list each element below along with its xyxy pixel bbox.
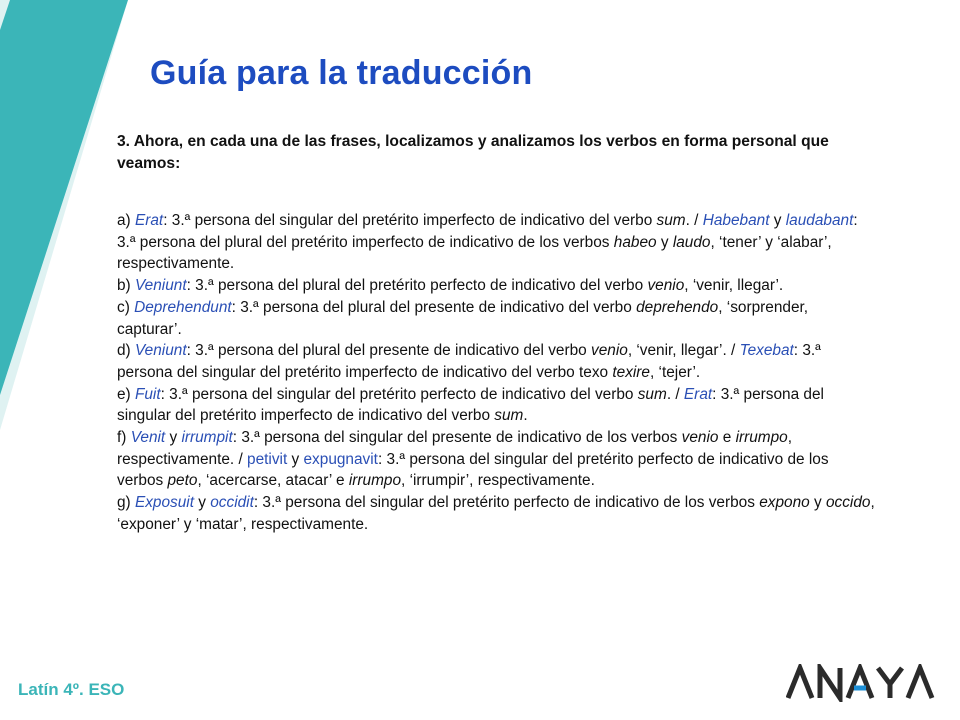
instruction-text: 3. Ahora, en cada una de las frases, localizamos y analizamos los verbos en forma personal que veamos: (117, 133, 829, 172)
latin-verb: Texebat (739, 342, 794, 360)
lemma: expono (759, 494, 810, 512)
answer-item-c (117, 297, 877, 340)
lemma: habeo (613, 233, 657, 251)
answer-item-f (117, 427, 877, 492)
answer-item-a (117, 210, 877, 275)
answer-text: : 3.ª persona del plural del presente de indicativo del verbo (186, 342, 592, 360)
answer-text: : 3.ª persona del singular del pretérito perfecto de indicativo del verbo (160, 385, 638, 403)
latin-verb: petivit (247, 450, 288, 468)
lemma: deprehendo (636, 298, 719, 316)
answer-item-b (117, 275, 877, 297)
lemma: venio (681, 429, 719, 447)
lemma: sum (494, 407, 524, 425)
lemma: venio (647, 277, 685, 295)
anaya-logo-mark (786, 664, 946, 702)
lemma: sum (637, 385, 667, 403)
lemma: sum (656, 212, 686, 229)
answer-text: : 3.ª persona del singular del pretérito imperfecto de indicativo del verbo texo (117, 342, 821, 381)
lemma: laudo (672, 233, 711, 251)
latin-verb: laudabant (785, 212, 854, 229)
latin-verb: Venit (130, 429, 166, 447)
answer-text: , ‘acercarse, atacar’ e (197, 472, 349, 490)
lemma: irrumpo (735, 429, 788, 447)
answer-text: : 3.ª persona del plural del presente de indicativo del verbo (231, 298, 637, 316)
latin-verb: Deprehendunt (134, 298, 232, 316)
answer-text: g) (117, 494, 135, 512)
latin-verb: irrumpit (181, 429, 233, 447)
answer-text: e (718, 429, 736, 447)
answer-text: : 3.ª persona del singular del pretérito perfecto de indicativo de los verbos (253, 494, 760, 512)
answer-text: c) (117, 298, 135, 316)
answer-text: , ‘tejer’. (650, 363, 701, 381)
lemma: irrumpo (348, 472, 402, 490)
page-title: Guía para la traducción (150, 54, 533, 92)
answer-text: . / (685, 212, 703, 229)
answer-text: , ‘venir, llegar’. (684, 277, 784, 295)
answer-text: : 3.ª persona del plural del pretérito perfecto de indicativo del verbo (186, 277, 648, 295)
answer-text: y (769, 212, 786, 229)
answer-text: y (656, 233, 673, 251)
answer-text: : 3.ª persona del singular del pretérito imperfecto de indicativo del verbo (117, 385, 824, 425)
lemma: occido (825, 494, 871, 512)
latin-verb: expugnavit (303, 450, 378, 468)
answer-text: , ‘tener’ y ‘alabar’, respectivamente. (117, 233, 832, 273)
answer-text: e) (117, 385, 135, 403)
answer-text: , ‘exponer’ y ‘matar’, respectivamente. (117, 494, 875, 533)
latin-verb: Erat (134, 212, 164, 229)
answer-text: y (287, 450, 304, 468)
answer-text: d) (117, 342, 135, 360)
lemma: texire (612, 363, 650, 381)
latin-verb: Erat (683, 385, 713, 403)
latin-verb: occidit (210, 494, 254, 512)
anaya-logo (786, 664, 946, 707)
answers-list (117, 210, 877, 536)
answer-text: y (194, 494, 211, 512)
answer-text: y (165, 429, 182, 447)
answer-text: : 3.ª persona del plural del pretérito imperfecto de indicativo de los verbos (117, 212, 858, 251)
answer-text: , ‘irrumpir’, respectivamente. (401, 472, 595, 490)
answer-text: . (523, 407, 528, 425)
answer-text: : 3.ª persona del singular del pretérito perfecto de indicativo de los verbos (117, 450, 829, 490)
answer-item-d (117, 340, 877, 383)
answer-text: , ‘venir, llegar’. / (627, 342, 740, 360)
answer-text: , respectivamente. / (117, 429, 793, 468)
latin-verb: Exposuit (134, 494, 194, 512)
latin-verb: Veniunt (134, 277, 187, 295)
answer-item-g (117, 492, 877, 535)
answer-text: a) (117, 212, 135, 229)
answer-text: : 3.ª persona del singular del presente de indicativo de los verbos (232, 429, 682, 447)
answer-text: y (809, 494, 826, 512)
lemma: peto (167, 472, 198, 490)
latin-verb: Fuit (134, 385, 161, 403)
lemma: venio (591, 342, 628, 360)
answer-item-e (117, 384, 877, 427)
answer-text: b) (117, 277, 135, 295)
latin-verb: Habebant (702, 212, 770, 229)
answer-text: , ‘sorprender, capturar’. (117, 298, 809, 338)
latin-verb: Veniunt (134, 342, 187, 360)
answer-text: . / (666, 385, 684, 403)
course-label: Latín 4º. ESO (18, 680, 125, 699)
answer-text: : 3.ª persona del singular del pretérito imperfecto de indicativo del verbo (163, 212, 657, 229)
answer-text: f) (117, 429, 131, 447)
